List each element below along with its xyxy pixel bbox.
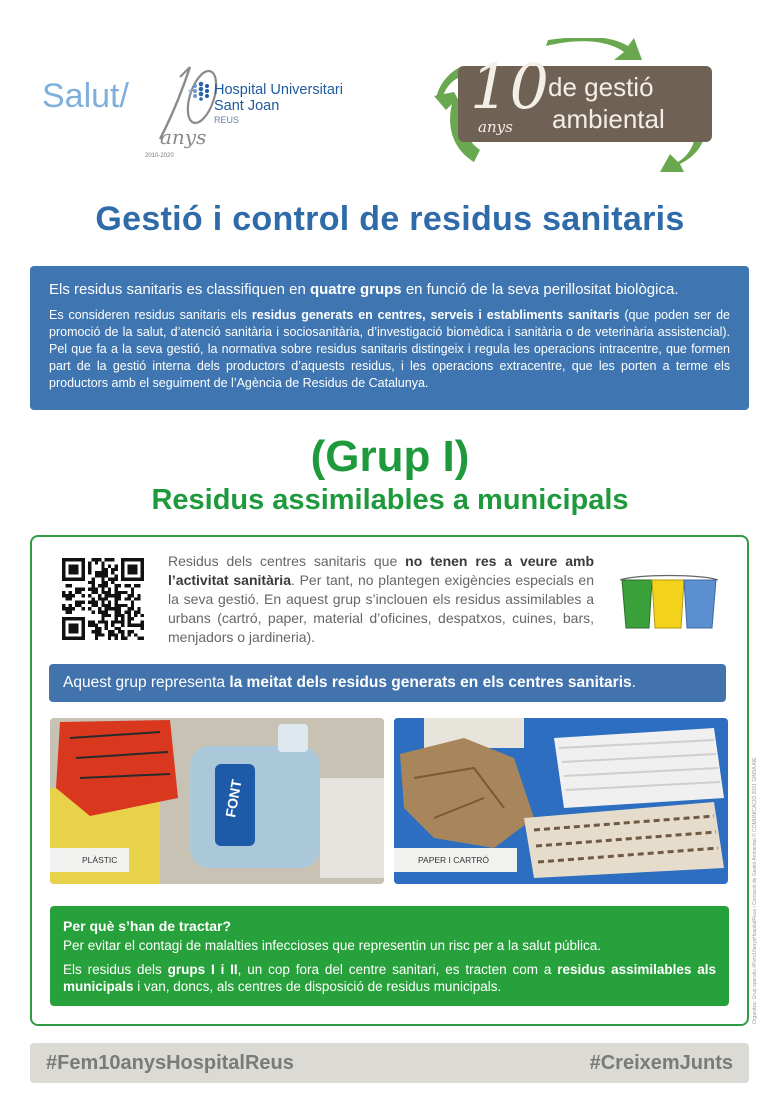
paper-waste-photo <box>394 718 728 884</box>
env-ten: 10 <box>470 50 549 123</box>
hashtag-right: #CreixemJunts <box>589 1052 733 1074</box>
group-subtitle: Residus assimilables a municipals <box>151 484 629 516</box>
hospital-name-line1: Hospital Universitari <box>214 82 343 98</box>
intro-body: Es consideren residus sanitaris els residus generats en centres, serveis i establiments sanitaris (que poden ser de promoció de la salut, d’atenció sanitària i sociosanitària, d’investigació biomèdica i sanitària o de veterinària assistencial). Pel que fa a la seva gestió, la normativa sobre residus sanitaris distingeix i regula les operacions intracentre, que formen part de la gestió interna dels productors d’aquests residus, i les operacions extracentre, que les porten a terme els productors amb el seguiment de l’Agència de Residus de Catalunya. <box>49 308 730 390</box>
intro-lead: Els residus sanitaris es classifiquen en quatre grups en funció de la seva perillositat biològica. <box>49 281 679 298</box>
hospital-logo <box>40 55 360 170</box>
plastic-label: PLÀSTIC <box>50 848 129 872</box>
why-answer-1: Per evitar el contagi de malalties infeccioses que representin un risc per a la salut pública. <box>63 938 602 953</box>
salut-wordmark: Salut/ <box>42 77 129 115</box>
env-anys: anys <box>478 118 513 136</box>
hospital-dots-icon <box>186 81 212 101</box>
env-line1: de gestió <box>548 72 654 102</box>
bottle-brand-text: FONT <box>222 778 245 819</box>
salut-anys: anys <box>160 125 207 149</box>
share-banner: Aquest grup representa la meitat dels residus generats en els centres sanitaris. <box>49 664 726 702</box>
intro-box <box>30 266 749 410</box>
env-line2: ambiental <box>552 104 665 134</box>
page-title: Gestió i control de residus sanitaris <box>95 200 685 238</box>
hashtag-left: #Fem10anysHospitalReus <box>46 1052 294 1074</box>
recycling-bins-icon <box>616 572 722 634</box>
salut-years-range: 2010-2020 <box>145 153 174 159</box>
why-box <box>50 906 729 1006</box>
why-question: Per què s’han de tractar? <box>63 918 232 934</box>
why-answer-2: Els residus dels grups I i II, un cop fora del centre sanitari, es tracten com a residus assimilables als municipals i van, doncs, als centres de disposició de residus municipals. <box>63 962 716 994</box>
environmental-logo <box>428 38 734 173</box>
credit-text: Organitza: Grup operatiu #Fem10anysHospitalReus i Comissió de Gestió Ambiental © COMUNICACIÓ 2021 GINSA AIE <box>752 757 758 1024</box>
qr-code[interactable] <box>62 558 144 640</box>
group-title: (Grup I) <box>310 432 470 481</box>
group-description: Residus dels centres sanitaris que no tenen res a veure amb l’activitat sanitària. Per tant, no plantegen exigències especials en la seva gestió. En aquest grup s’inclouen els residus assimilables a urbans (cartró, paper, material d’oficines, despatxos, cuines, bars, menjadors o jardineria). <box>168 553 595 645</box>
hospital-name-line2: Sant Joan <box>214 98 280 114</box>
footer-bar <box>30 1043 749 1083</box>
plastic-waste-photo <box>50 718 384 884</box>
hospital-city: REUS <box>214 115 240 125</box>
paper-label: PAPER I CARTRÓ <box>394 848 517 872</box>
